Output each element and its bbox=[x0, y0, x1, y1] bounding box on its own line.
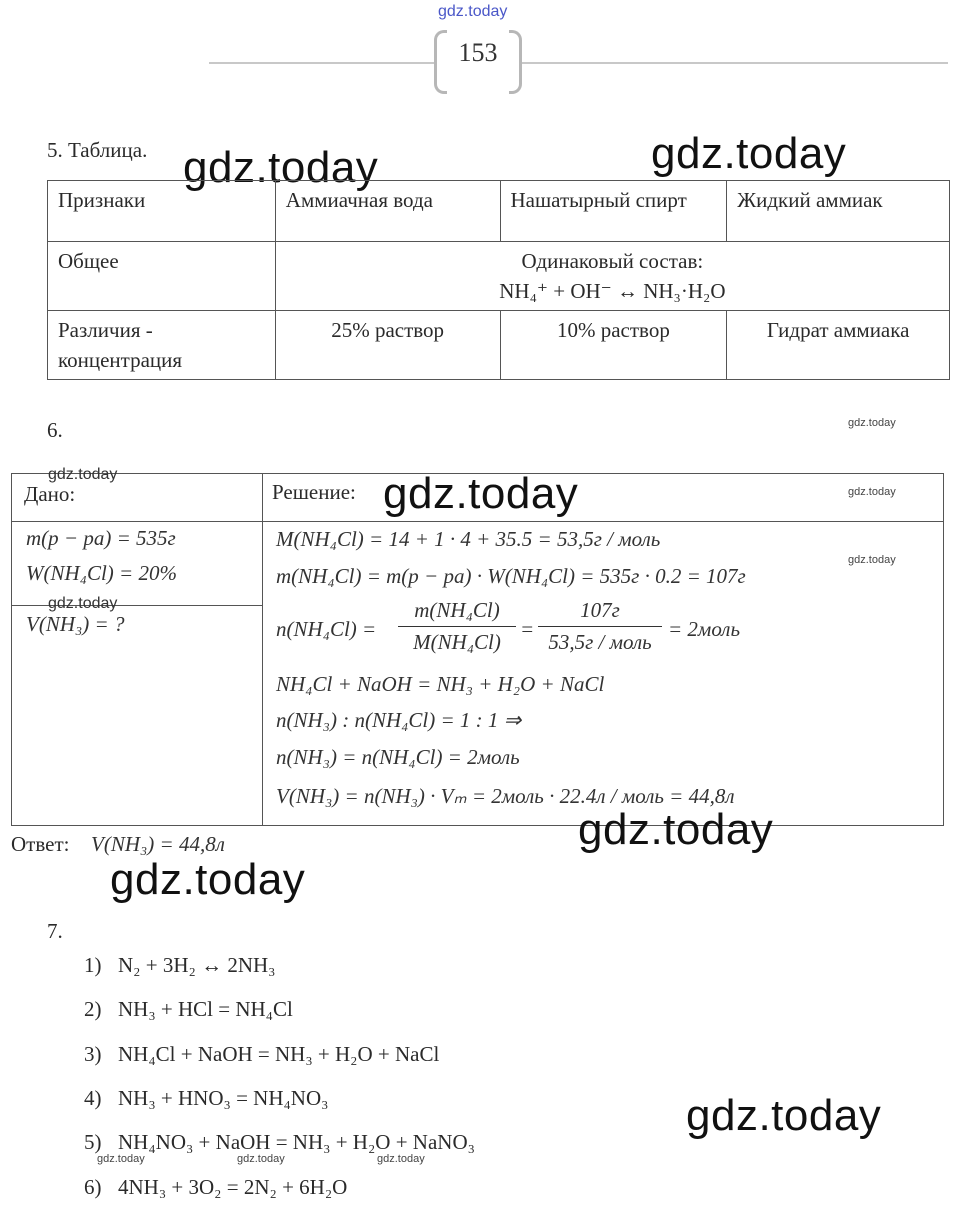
solution-line: = bbox=[520, 617, 535, 641]
fraction-bar bbox=[538, 626, 662, 627]
solution-line: M(NH₄Cl) = 14 + 1 · 4 + 35.5 = 53,5г / моль bbox=[276, 527, 661, 551]
equation-text: NH₄NO₃ + NaOH = NH₃ + H₂O + NaNO₃ bbox=[118, 1130, 475, 1154]
given-item: m(p − pa) = 535г bbox=[26, 526, 176, 550]
page-number: 153 bbox=[458, 38, 498, 67]
divider bbox=[262, 474, 263, 825]
watermark: gdz.today bbox=[97, 1153, 145, 1165]
watermark: gdz.today bbox=[377, 1153, 425, 1165]
equation-text: N₂ + 3H₂ ↔ 2NH₃ bbox=[118, 953, 276, 977]
fraction bbox=[538, 598, 662, 655]
equation-number: 4) bbox=[84, 1086, 102, 1110]
equation-number: 3) bbox=[84, 1042, 102, 1066]
watermark: gdz.today bbox=[383, 469, 579, 518]
equation-text: NH₃ + HNO₃ = NH₄NO₃ bbox=[118, 1086, 329, 1110]
divider bbox=[12, 521, 943, 522]
row-label: Общее bbox=[48, 242, 276, 311]
solution-line: n(NH₃) = n(NH₄Cl) = 2моль bbox=[276, 745, 520, 769]
watermark: gdz.today bbox=[848, 486, 896, 498]
solution-label: Решение: bbox=[272, 480, 356, 504]
equation-number: 1) bbox=[84, 953, 102, 977]
fraction-bar bbox=[398, 626, 516, 627]
task6-table bbox=[11, 469, 944, 826]
equation-number: 5) bbox=[84, 1130, 102, 1154]
fraction-denominator: 53,5г / моль bbox=[548, 630, 652, 654]
task5-heading: 5. Таблица. bbox=[47, 138, 148, 162]
equation bbox=[84, 1086, 328, 1111]
watermark: gdz.today bbox=[651, 129, 847, 178]
equation-text: NH₄Cl + NaOH = NH₃ + H₂O + NaCl bbox=[118, 1042, 440, 1066]
watermark: gdz.today bbox=[848, 417, 896, 429]
solution-line: m(NH₄Cl) = m(p − pa) · W(NH₄Cl) = 535г · 0.2 = 107г bbox=[276, 564, 746, 588]
common-composition-cell bbox=[275, 242, 949, 311]
equation bbox=[84, 953, 275, 978]
given-item: W(NH₄Cl) = 20% bbox=[26, 561, 177, 585]
solution-line: NH₄Cl + NaOH = NH₃ + H₂O + NaCl bbox=[276, 672, 605, 696]
solution-line: = 2моль bbox=[668, 617, 741, 641]
watermark-top: gdz.today bbox=[438, 3, 508, 20]
watermark: gdz.today bbox=[686, 1091, 882, 1140]
watermark: gdz.today bbox=[183, 143, 379, 192]
solution-line: V(NH₃) = n(NH₃) · Vₘ = 2моль · 22.4л / моль = 44,8л bbox=[276, 784, 735, 808]
table-cell: 10% раствор bbox=[500, 311, 727, 380]
equation-number: 6) bbox=[84, 1175, 102, 1199]
watermark: gdz.today bbox=[237, 1153, 285, 1165]
table-cell: 25% раствор bbox=[275, 311, 500, 380]
header-cell: Нашатырный спирт bbox=[500, 181, 727, 242]
common-line: Одинаковый состав: bbox=[521, 249, 704, 273]
given-label: Дано: bbox=[24, 482, 76, 506]
task6-heading: 6. bbox=[47, 418, 63, 442]
answer-label: Ответ: bbox=[11, 832, 70, 856]
header-cell: Аммиачная вода bbox=[275, 181, 500, 242]
solution-line: n(NH₃) : n(NH₄Cl) = 1 : 1 ⇒ bbox=[276, 708, 522, 732]
equation bbox=[84, 1042, 439, 1067]
table-cell: Гидрат аммиака bbox=[727, 311, 950, 380]
fraction-denominator: M(NH₄Cl) bbox=[413, 630, 501, 654]
watermark: gdz.today bbox=[848, 554, 896, 566]
table-row bbox=[48, 242, 950, 311]
common-formula: NH₄⁺ + OH⁻ ↔ NH₃·H₂O bbox=[499, 279, 726, 303]
equation bbox=[84, 1130, 475, 1155]
header-rule-right bbox=[522, 62, 948, 64]
equation-text: 4NH₃ + 3O₂ = 2N₂ + 6H₂O bbox=[118, 1175, 348, 1199]
header-cell: Жидкий аммиак bbox=[727, 181, 950, 242]
row-label: Различия - концентрация bbox=[48, 311, 276, 380]
equation bbox=[84, 1175, 347, 1200]
table-row bbox=[48, 311, 950, 380]
solution-line: n(NH₄Cl) = bbox=[276, 617, 377, 641]
task7-heading: 7. bbox=[47, 919, 63, 943]
table-row bbox=[48, 181, 950, 242]
equation bbox=[84, 997, 293, 1022]
task5-table bbox=[47, 180, 950, 380]
answer-value: V(NH₃) = 44,8л bbox=[91, 832, 225, 856]
equation-number: 2) bbox=[84, 997, 102, 1021]
watermark: gdz.today bbox=[110, 855, 306, 904]
watermark: gdz.today bbox=[48, 466, 118, 483]
watermark: gdz.today bbox=[48, 595, 118, 612]
equation-text: NH₃ + HCl = NH₄Cl bbox=[118, 997, 293, 1021]
page-number-box bbox=[434, 30, 522, 90]
find-item: V(NH₃) = ? bbox=[26, 612, 125, 636]
fraction bbox=[398, 598, 516, 655]
header-cell: Признаки bbox=[48, 181, 276, 242]
fraction-numerator: 107г bbox=[580, 598, 620, 622]
watermark: gdz.today bbox=[578, 805, 774, 854]
fraction-numerator: m(NH₄Cl) bbox=[414, 598, 500, 622]
header-rule-left bbox=[209, 62, 434, 64]
